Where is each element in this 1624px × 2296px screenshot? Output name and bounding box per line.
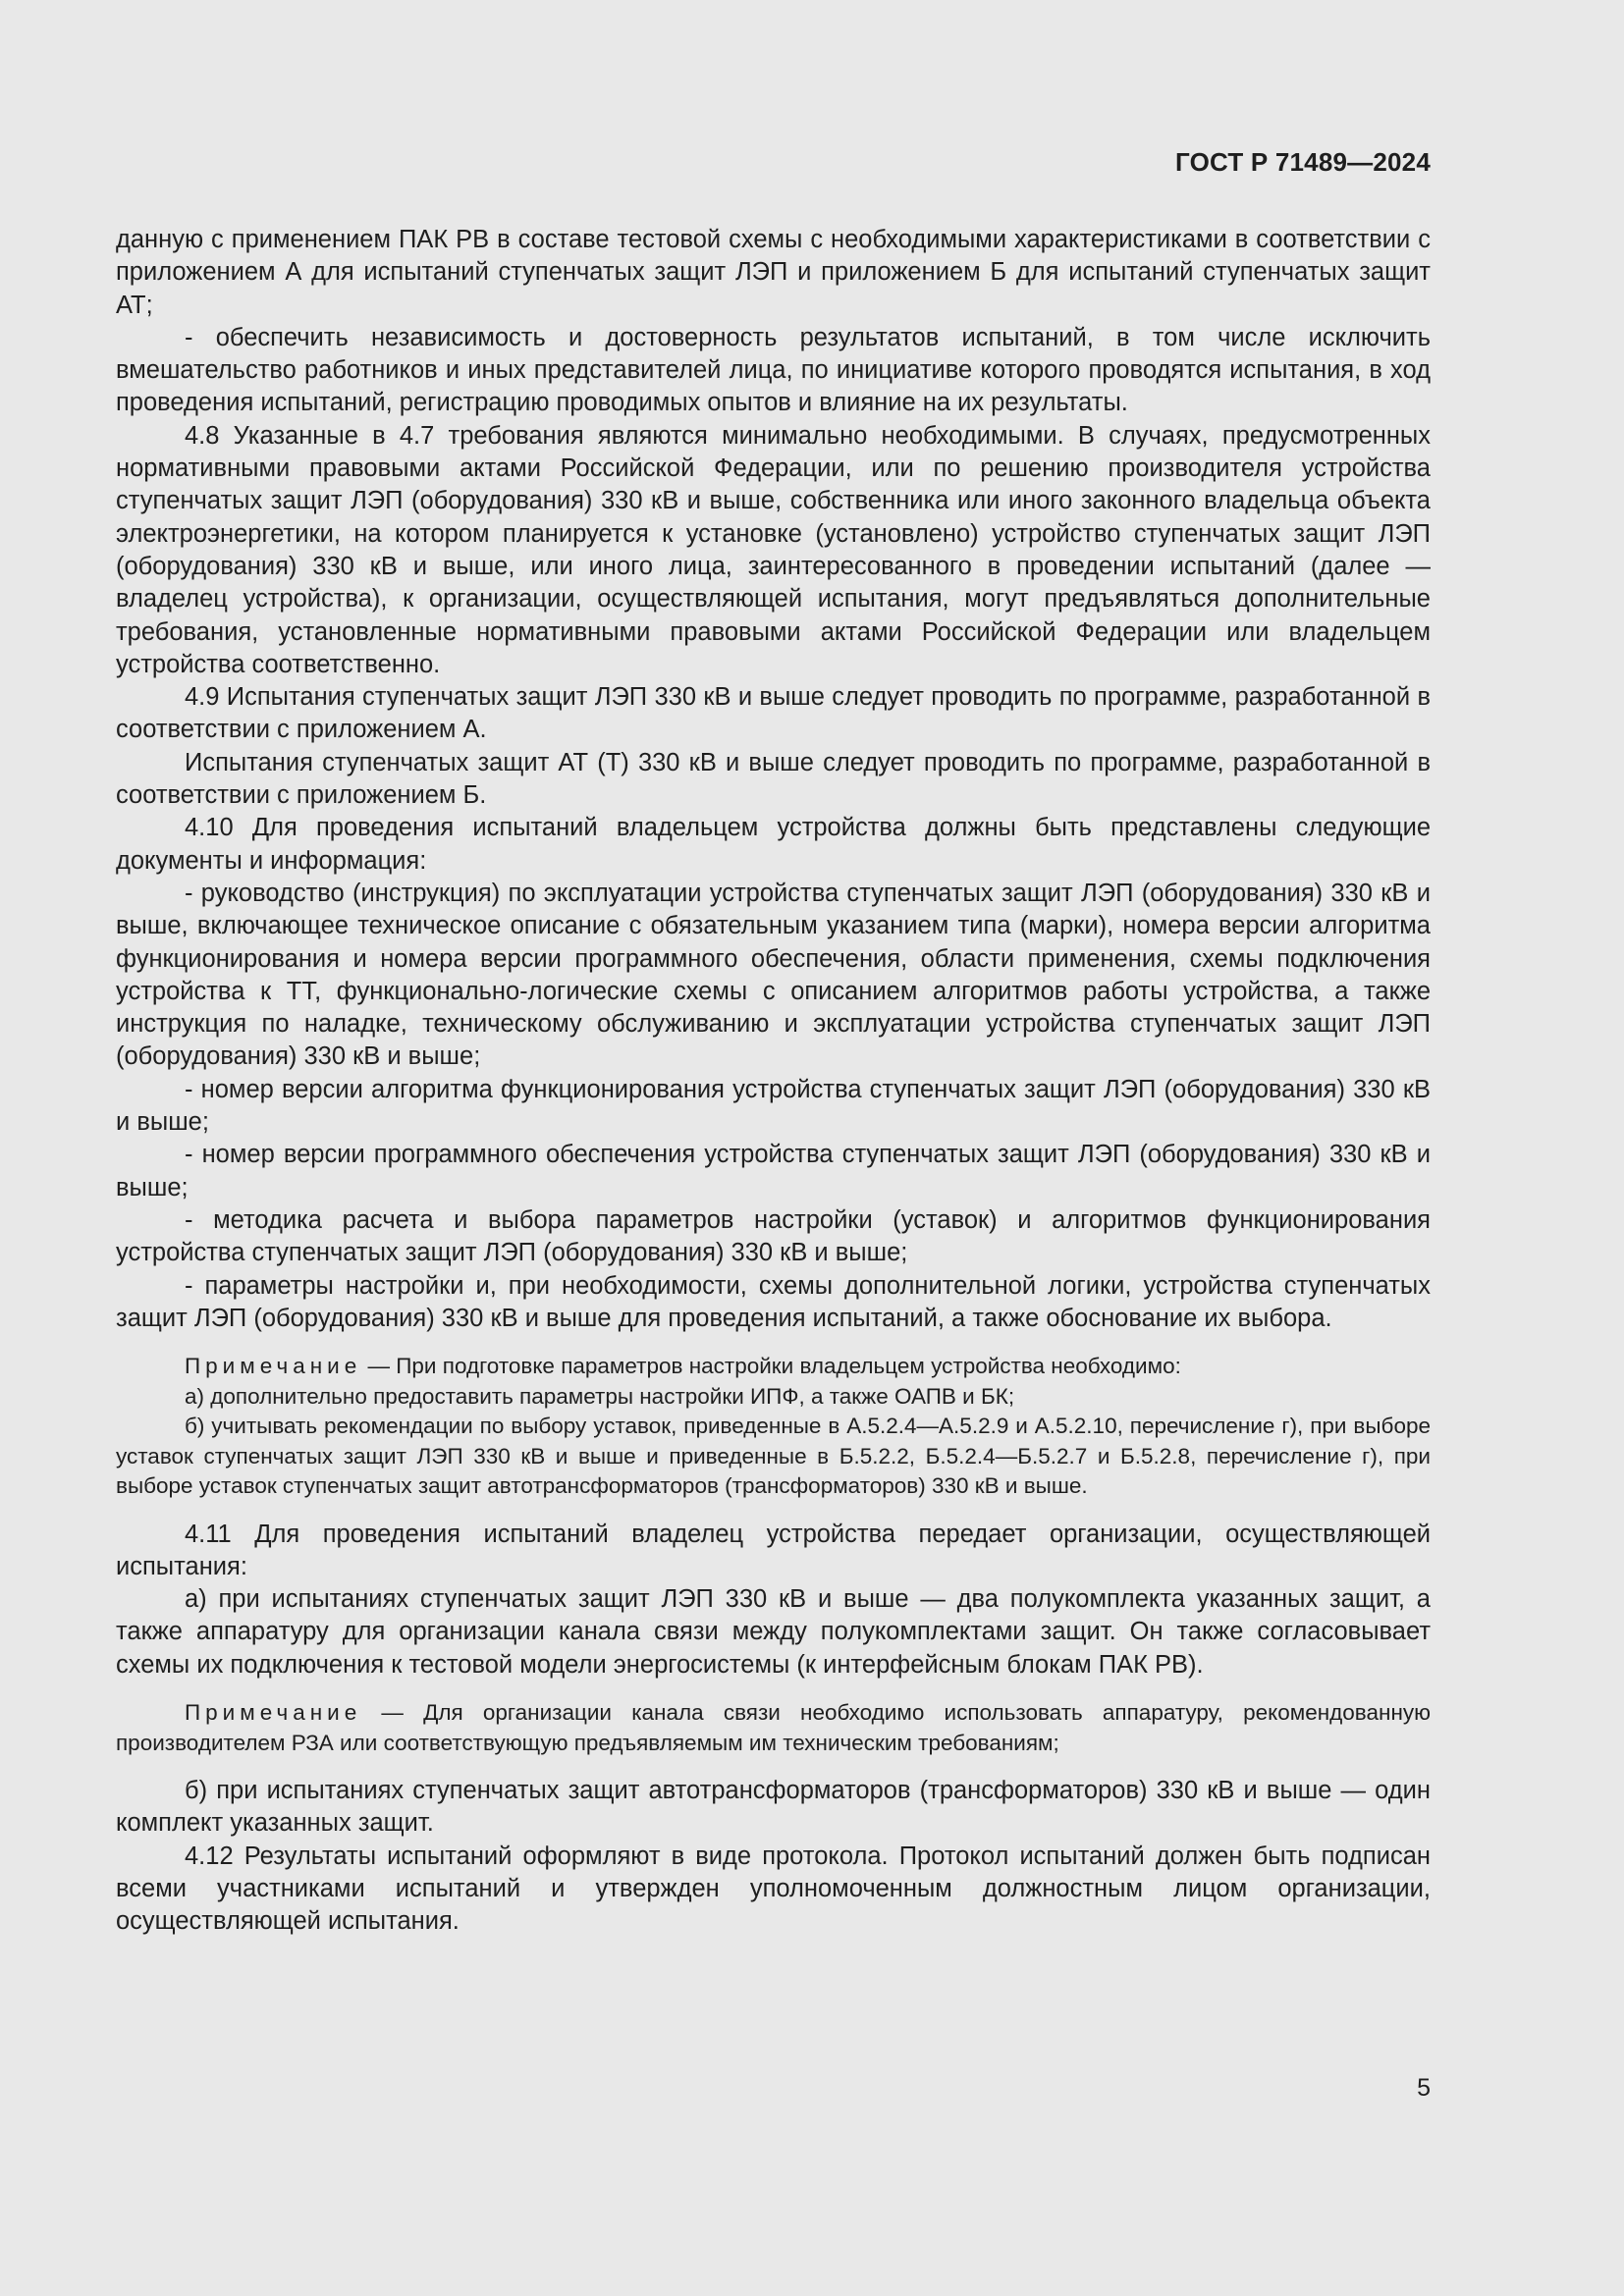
- list-item: - номер версии программного обеспечения устройства ступенчатых защит ЛЭП (оборудования) 330 кВ и выше;: [116, 1141, 1431, 1201]
- note-item: б) учитывать рекомендации по выбору уставок, приведенные в А.5.2.4—А.5.2.9 и А.5.2.10, перечисление г), при выборе уставок ступенчатых защит ЛЭП 330 кВ и выше и приведенные в Б.5.2.2, Б.5.2.4—Б.5.2.7 и Б.5.2.8, перечисление г), при выборе уставок ступенчатых защит автотрансформаторов (трансформаторов) 330 кВ и выше.: [116, 1414, 1431, 1499]
- note: [116, 1698, 1431, 1758]
- paragraph-4-12: 4.12 Результаты испытаний оформляют в виде протокола. Протокол испытаний должен быть подписан всеми участниками испытаний и утвержден уполномоченным должностным лицом организации, осуществляющей испытания.: [116, 1842, 1431, 1936]
- list-item: б) при испытаниях ступенчатых защит автотрансформаторов (трансформаторов) 330 кВ и выше — один комплект указанных защит.: [116, 1777, 1431, 1838]
- document-body: [116, 224, 1431, 1939]
- note-label: Примечание: [185, 1700, 362, 1726]
- note-dash: —: [361, 1354, 397, 1379]
- note-item: а) дополнительно предоставить параметры настройки ИПФ, а также ОАПВ и БК;: [185, 1383, 1015, 1409]
- note-dash: —: [361, 1700, 424, 1726]
- page-number: 5: [1417, 2074, 1431, 2102]
- paragraph-4-11: 4.11 Для проведения испытаний владелец устройства передает организации, осуществляющей испытания:: [116, 1520, 1431, 1580]
- paragraph-4-10: 4.10 Для проведения испытаний владельцем устройства должны быть представлены следующие документы и информация:: [116, 814, 1431, 875]
- list-item: а) при испытаниях ступенчатых защит ЛЭП 330 кВ и выше — два полукомплекта указанных защит, а также аппаратуру для организации канала связи между полукомплектами защит. Он также согласовывает схемы их подключения к тестовой модели энергосистемы (к интерфейсным блокам ПАК РВ).: [116, 1585, 1431, 1679]
- list-item: - параметры настройки и, при необходимости, схемы дополнительной логики, устройства ступенчатых защит ЛЭП (оборудования) 330 кВ и выше для проведения испытаний, а также обоснование их выбора.: [116, 1271, 1431, 1332]
- list-item: - номер версии алгоритма функционирования устройства ступенчатых защит ЛЭП (оборудования) 330 кВ и выше;: [116, 1075, 1431, 1137]
- paragraph: данную с применением ПАК РВ в составе тестовой схемы с необходимыми характеристиками в соответствии с приложением А для испытаний ступенчатых защит ЛЭП и приложением Б для испытаний ступенчатых защит АТ;: [116, 226, 1431, 319]
- paragraph: Испытания ступенчатых защит АТ (Т) 330 кВ и выше следует проводить по программе, разработанной в соответствии с приложением Б.: [116, 748, 1431, 810]
- note-text: Для организации канала связи необходимо использовать аппаратуру, рекомендованную производителем РЗА или соответствующую предъявляемым им техническим требованиям;: [116, 1700, 1431, 1755]
- note-label: Примечание: [185, 1354, 362, 1379]
- list-item: - методика расчета и выбора параметров настройки (уставок) и алгоритмов функционирования устройства ступенчатых защит ЛЭП (оборудования) 330 кВ и выше;: [116, 1205, 1431, 1267]
- paragraph-4-9: 4.9 Испытания ступенчатых защит ЛЭП 330 кВ и выше следует проводить по программе, разработанной в соответствии с приложением А.: [116, 683, 1431, 744]
- paragraph: - обеспечить независимость и достоверность результатов испытаний, в том числе исключить вмешательство работников и иных представителей лица, по инициативе которого проводятся испытания, в ход проведения испытаний, регистрацию проводимых опытов и влияние на их результаты.: [116, 323, 1431, 417]
- paragraph-4-8: 4.8 Указанные в 4.7 требования являются минимально необходимыми. В случаях, предусмотренных нормативными правовыми актами Российской Федерации, или по решению производителя устройства ступенчатых защит ЛЭП (оборудования) 330 кВ и выше, собственника или иного законного владельца объекта электроэнергетики, на котором планируется к установке (установлено) устройство ступенчатых защит ЛЭП (оборудования) 330 кВ и выше, или иного лица, заинтересованного в проведении испытаний (далее — владелец устройства), к организации, осуществляющей испытания, могут предъявляться дополнительные требования, установленные нормативными правовыми актами Российской Федерации или владельцем устройства соответственно.: [116, 421, 1431, 678]
- note-text: При подготовке параметров настройки владельцем устройства необходимо:: [396, 1354, 1181, 1379]
- note: [116, 1352, 1431, 1382]
- list-item: - руководство (инструкция) по эксплуатации устройства ступенчатых защит ЛЭП (оборудования) 330 кВ и выше, включающее техническое описание с обязательным указанием типа (марки), номера версии алгоритма функционирования и номера версии программного обеспечения, области применения, схемы подключения устройства к ТТ, функционально-логические схемы с описанием алгоритмов работы устройства, а также инструкция по наладке, техническому обслуживанию и эксплуатации устройства ступенчатых защит ЛЭП (оборудования) 330 кВ и выше;: [116, 879, 1431, 1071]
- standard-code-header: ГОСТ Р 71489—2024: [1175, 147, 1431, 177]
